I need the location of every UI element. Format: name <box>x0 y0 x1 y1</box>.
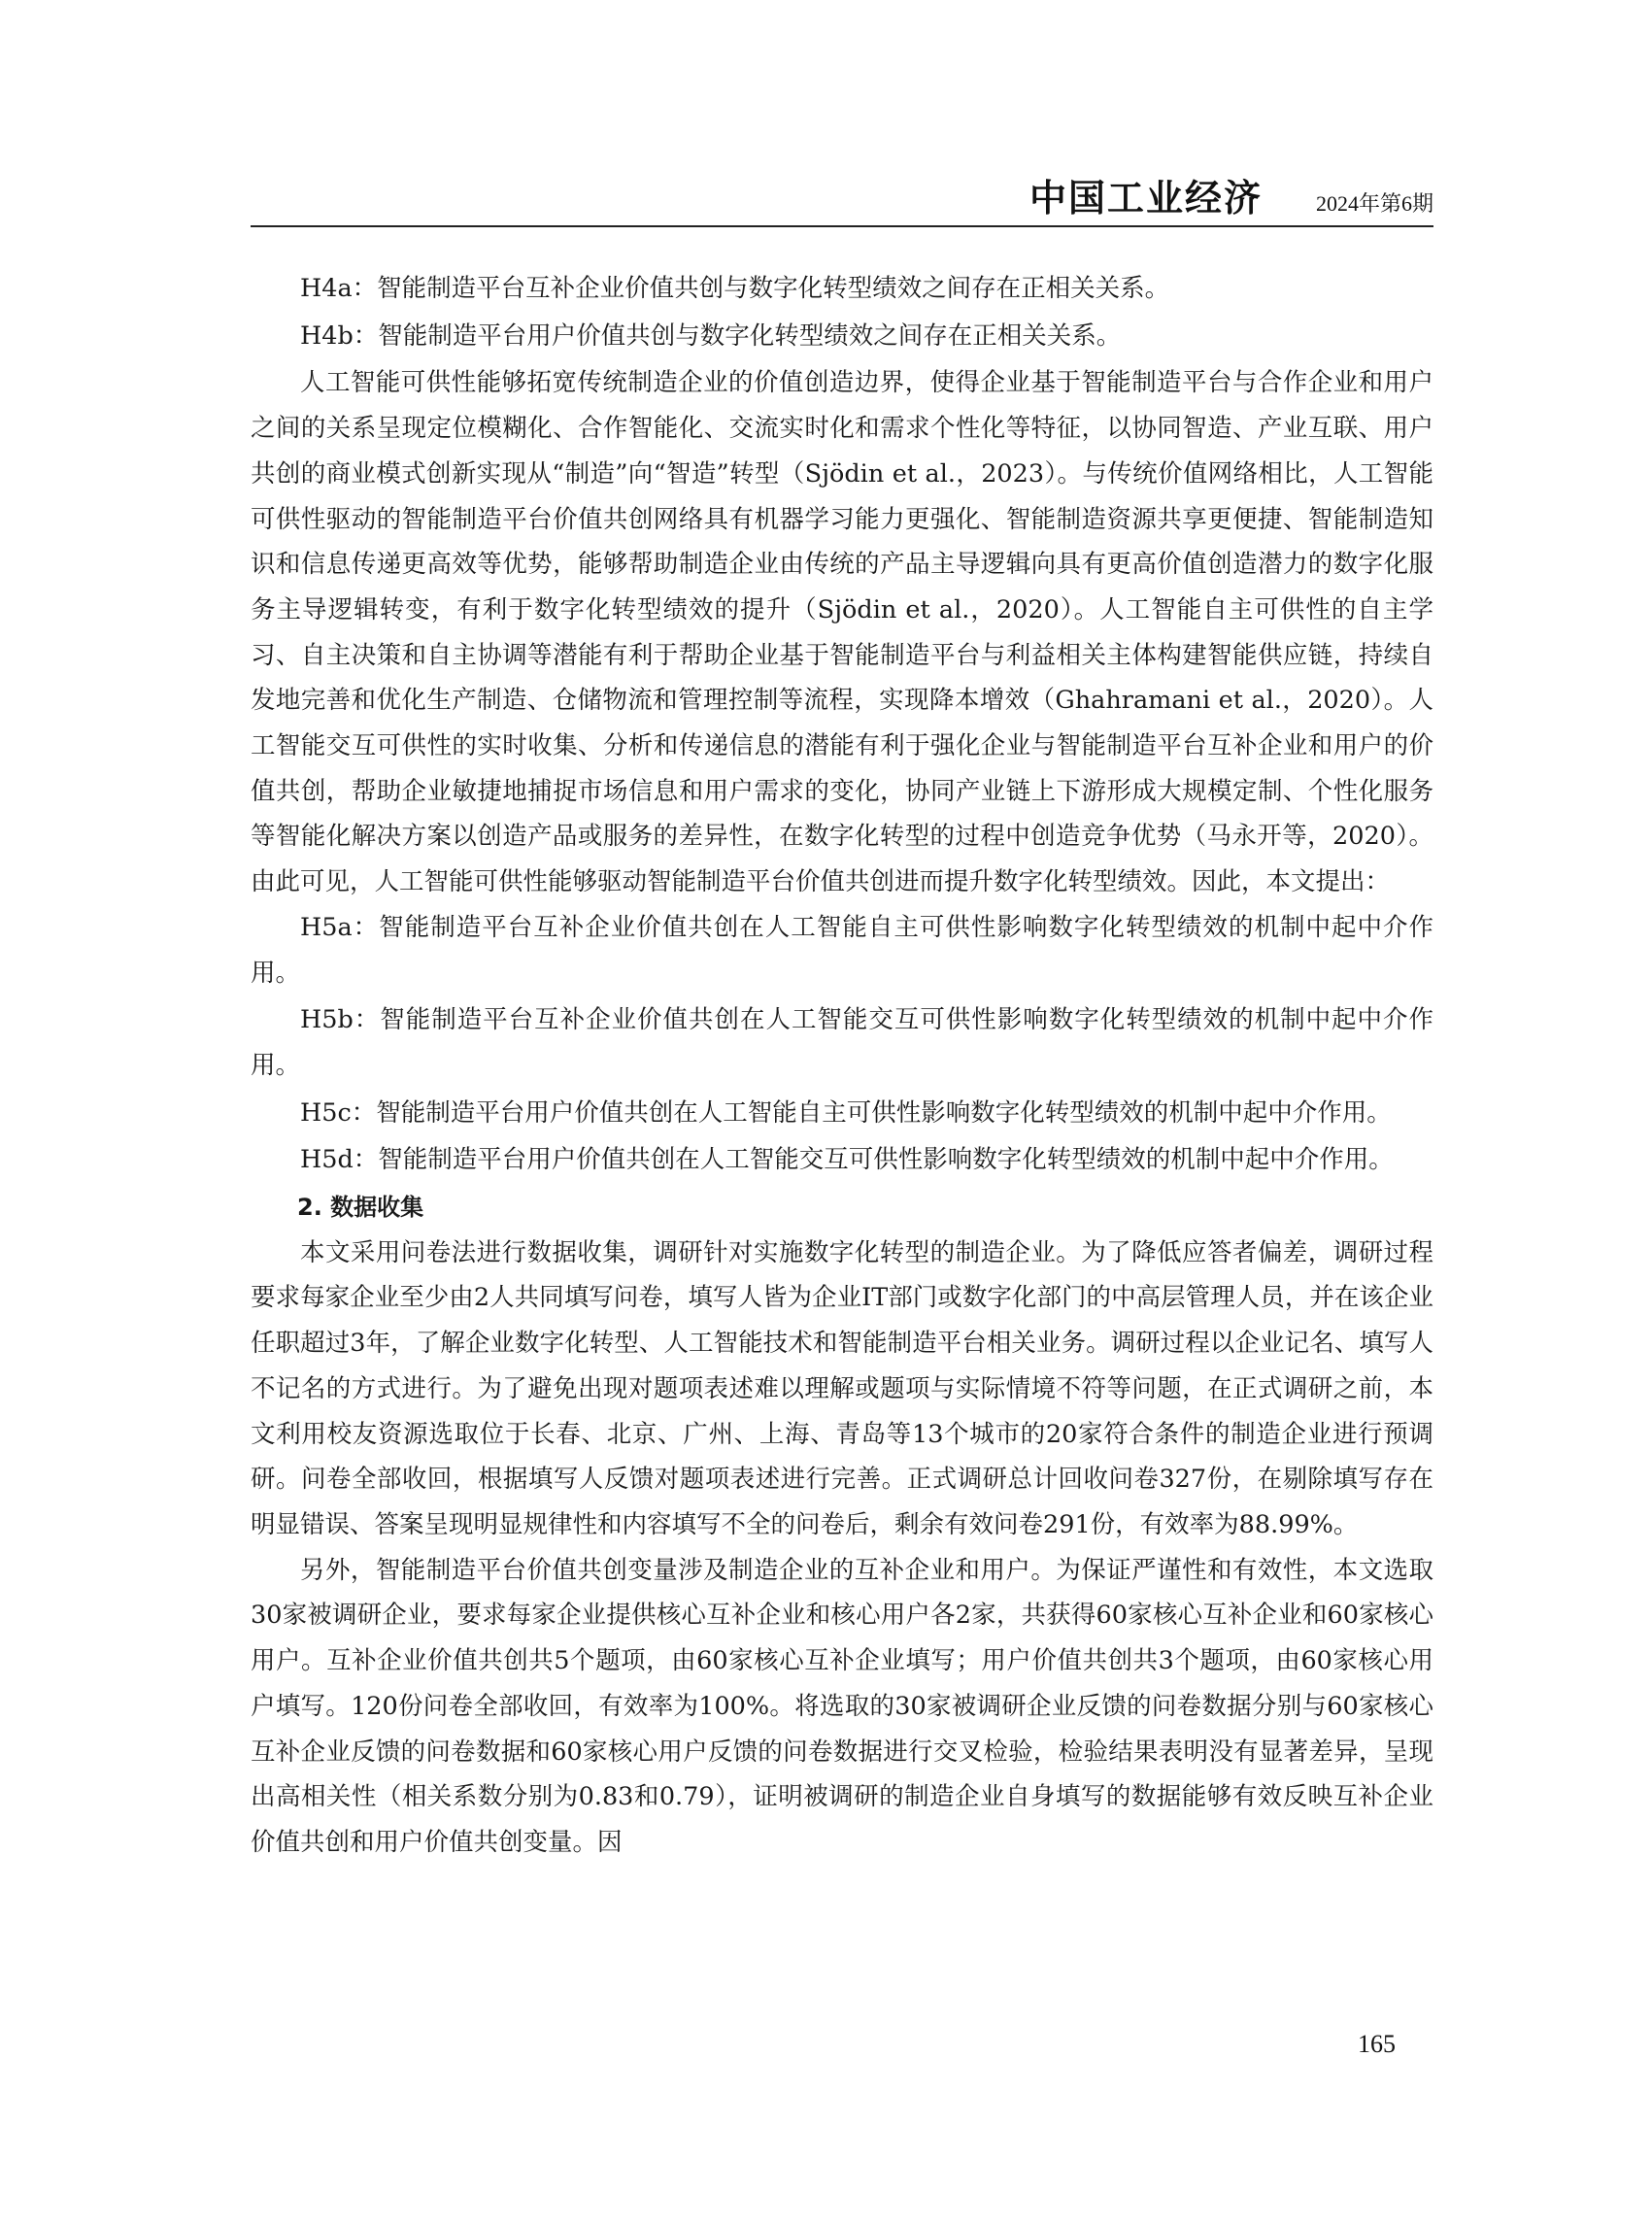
hypothesis-h5a: H5a：智能制造平台互补企业价值共创在人工智能自主可供性影响数字化转型绩效的机制中起中介作用。 <box>251 912 1433 988</box>
section-heading: 2. 数据收集 <box>297 1194 424 1222</box>
hypothesis-h4a: H4a：智能制造平台互补企业价值共创与数字化转型绩效之间存在正相关关系。 <box>300 274 1170 303</box>
hypothesis-h5b: H5b：智能制造平台互补企业价值共创在人工智能交互可供性影响数字化转型绩效的机制中起中介作用。 <box>251 1005 1433 1080</box>
hypothesis-h5d: H5d：智能制造平台用户价值共创在人工智能交互可供性影响数字化转型绩效的机制中起中介作用。 <box>300 1145 1394 1175</box>
page-number: 165 <box>1358 2030 1396 2058</box>
hypothesis-h4b: H4b：智能制造平台用户价值共创与数字化转型绩效之间存在正相关关系。 <box>300 320 1122 351</box>
journal-name: 中国工业经济 <box>1028 176 1263 219</box>
hypothesis-h5c: H5c：智能制造平台用户价值共创在人工智能自主可供性影响数字化转型绩效的机制中起中介作用。 <box>300 1097 1392 1128</box>
paragraph: 另外，智能制造平台价值共创变量涉及制造企业的互补企业和用户。为保证严谨性和有效性，本文选取30家被调研企业，要求每家企业提供核心互补企业和核心用户各2家，共获得60家核心互补企业和60家核心用户。互补企业价值共创共5个题项，由60家核心互补企业填写；用户价值共创共3个题项，由60家核心用户填写。120份问卷全部收回，有效率为100%。将选取的30家被调研企业反馈的问卷数据分别与60家核心互补企业反馈的问卷数据和60家核心用户反馈的问卷数据进行交叉检验，检验结果表明没有显著差异，呈现出高相关性（相关系数分别为0.83和0.79），证明被调研的制造企业自身填写的数据能够有效反映互补企业价值共创和用户价值共创变量。因 <box>251 1555 1433 1857</box>
issue-label: 2024年第6期 <box>1315 191 1433 216</box>
paragraph: 本文采用问卷法进行数据收集，调研针对实施数字化转型的制造企业。为了降低应答者偏差，调研过程要求每家企业至少由2人共同填写问卷，填写人皆为企业IT部门或数字化部门的中高层管理人员，并在该企业任职超过3年，了解企业数字化转型、人工智能技术和智能制造平台相关业务。调研过程以企业记名、填写人不记名的方式进行。为了避免出现对题项表述难以理解或题项与实际情境不符等问题，在正式调研之前，本文利用校友资源选取位于长春、北京、广州、上海、青岛等13个城市的20家符合条件的制造企业进行预调研。问卷全部收回，根据填写人反馈对题项表述进行完善。正式调研总计回收问卷327份，在剔除填写存在明显错误、答案呈现明显规律性和内容填写不全的问卷后，剩余有效问卷291份，有效率为88.99%。 <box>251 1237 1433 1539</box>
paragraph: 人工智能可供性能够拓宽传统制造企业的价值创造边界，使得企业基于智能制造平台与合作企业和用户之间的关系呈现定位模糊化、合作智能化、交流实时化和需求个性化等特征，以协同智造、产业互联、用户共创的商业模式创新实现从“制造”向“智造”转型（Sjödin et al.，2023）。与传统价值网络相比，人工智能可供性驱动的智能制造平台价值共创网络具有机器学习能力更强化、智能制造资源共享更便捷、智能制造知识和信息传递更高效等优势，能够帮助制造企业由传统的产品主导逻辑向具有更高价值创造潜力的数字化服务主导逻辑转变，有利于数字化转型绩效的提升（Sjödin et al.，2020）。人工智能自主可供性的自主学习、自主决策和自主协调等潜能有利于帮助企业基于智能制造平台与利益相关主体构建智能供应链，持续自发地完善和优化生产制造、仓储物流和管理控制等流程，实现降本增效（Ghahramani et al.，2020）。人工智能交互可供性的实时收集、分析和传递信息的潜能有利于强化企业与智能制造平台互补企业和用户的价值共创，帮助企业敏捷地捕捉市场信息和用户需求的变化，协同产业链上下游形成大规模定制、个性化服务等智能化解决方案以创造产品或服务的差异性，在数字化转型的过程中创造竞争优势（马永开等，2020）。由此可见，人工智能可供性能够驱动智能制造平台价值共创进而提升数字化转型绩效。因此，本文提出： <box>251 368 1433 897</box>
running-header <box>251 176 1433 227</box>
body-text <box>251 266 1433 1866</box>
